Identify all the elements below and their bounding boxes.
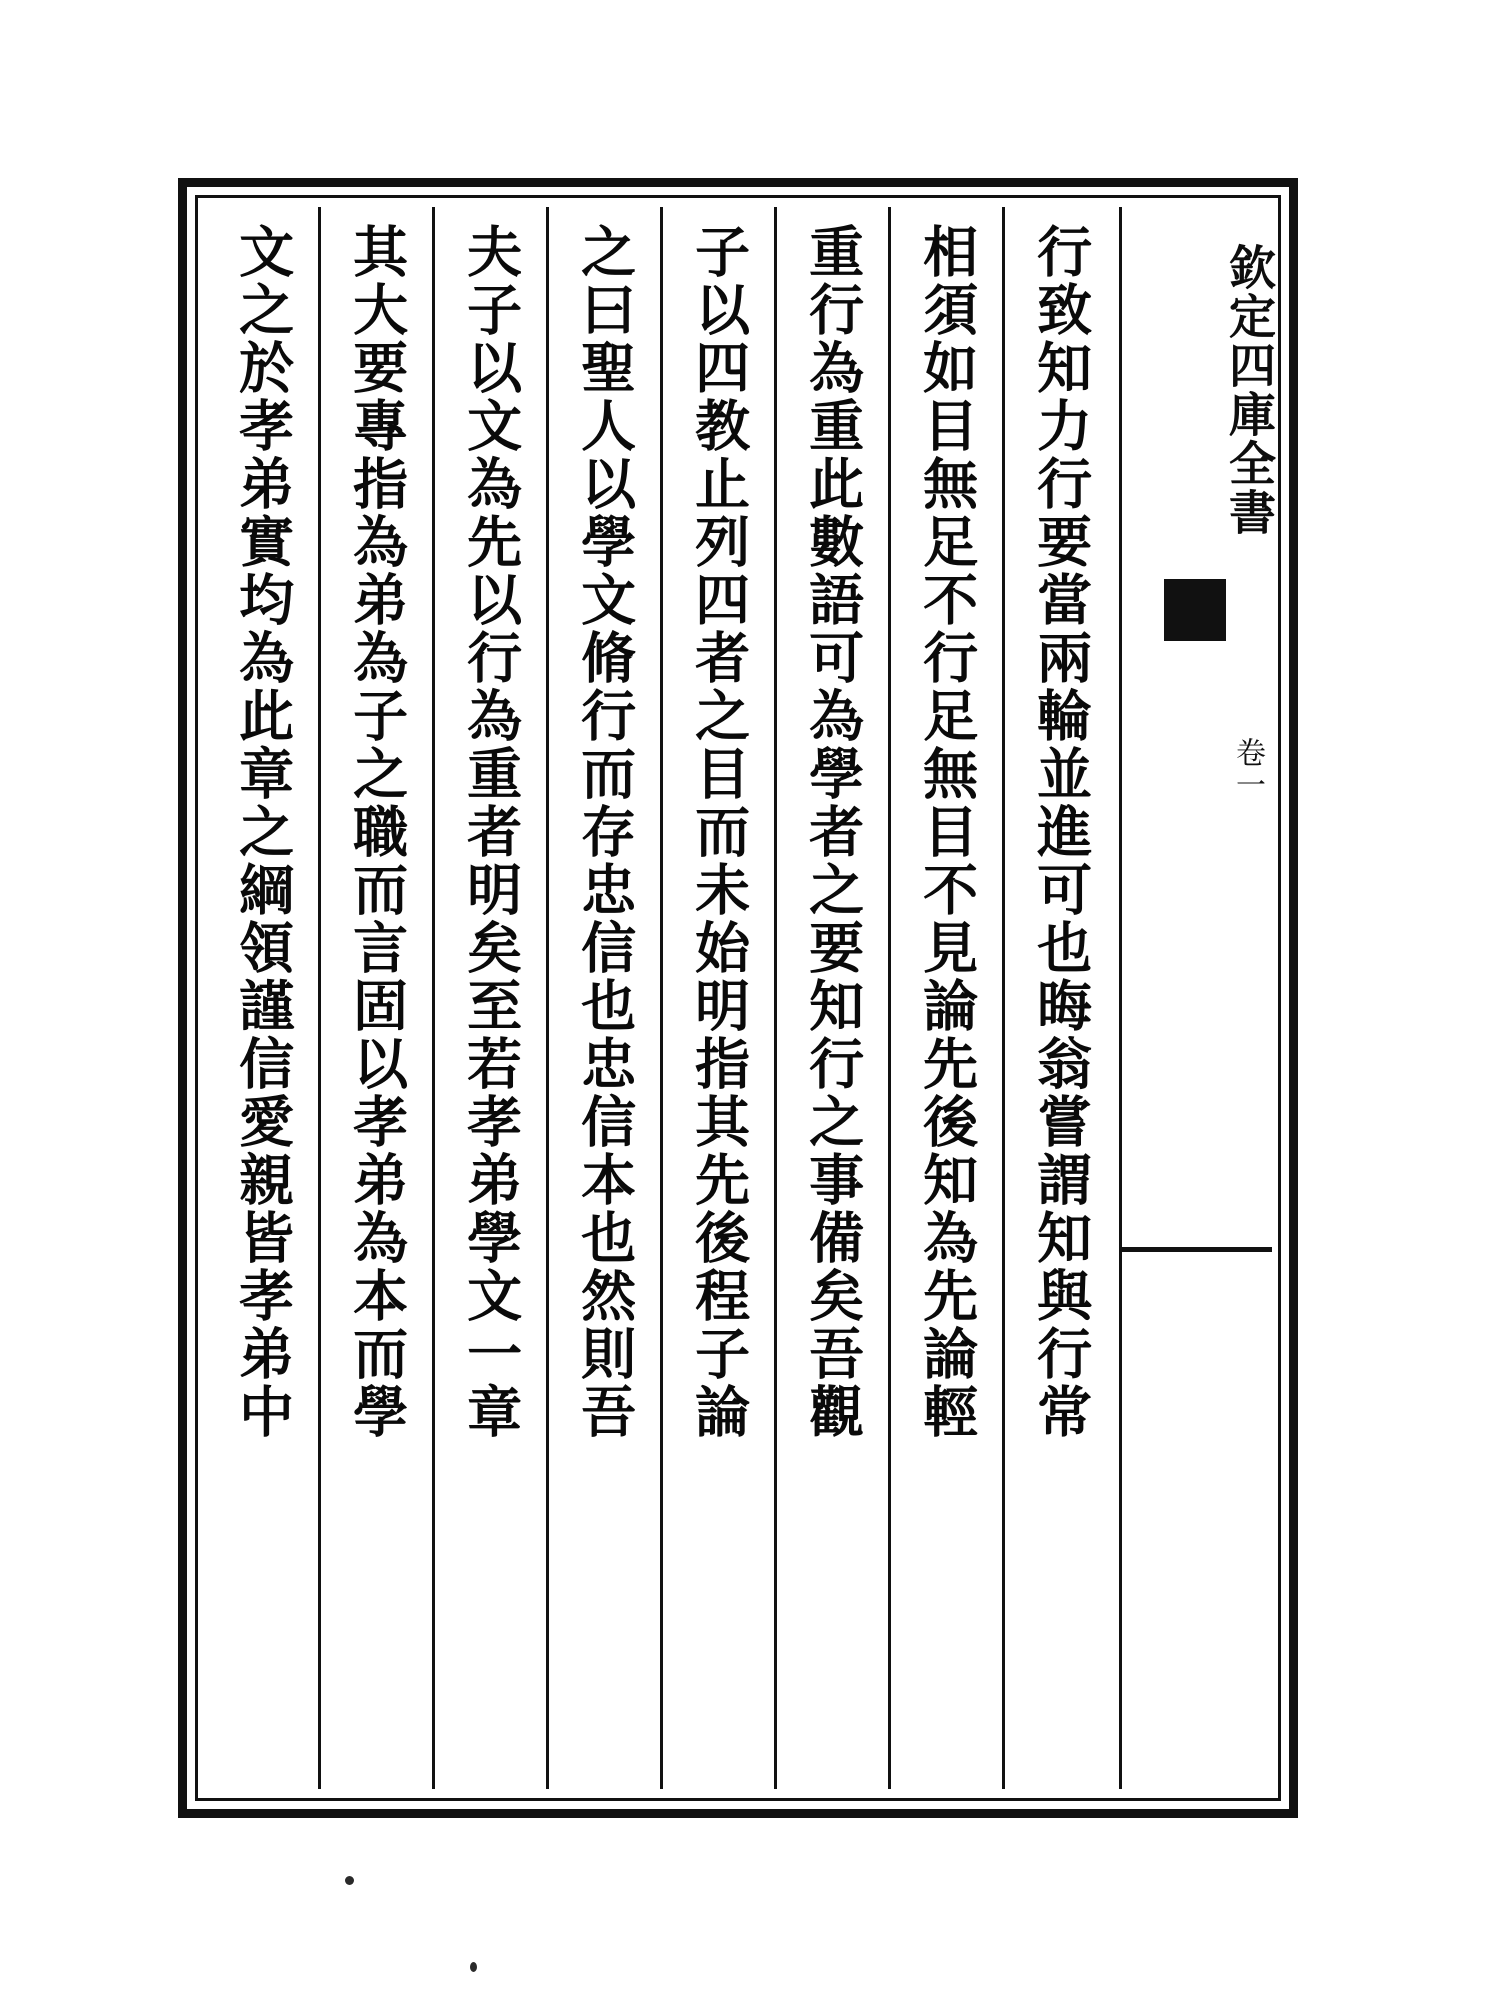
text-column (207, 207, 318, 1789)
column-text: 夫子以文為先以行為重者明矣至若孝弟學文一章 (458, 223, 524, 1441)
column-text: 子以四教止列四者之目而未始明指其先後程子論 (686, 223, 752, 1441)
text-block-frame (178, 178, 1298, 1818)
column-text: 重行為重此數語可為學者之要知行之事備矣吾觀 (800, 223, 866, 1441)
column-text: 相須如目無足不行足無目不見論先後知為先論輕 (914, 223, 980, 1441)
column-text: 文之於孝弟實均為此章之綱領謹信愛親皆孝弟中 (230, 223, 296, 1441)
text-column (774, 207, 888, 1789)
column-text: 之曰聖人以學文脩行而存忠信也忠信本也然則吾 (572, 223, 638, 1441)
text-column (888, 207, 1002, 1789)
edition-title: 欽定四庫全書 (1221, 243, 1276, 537)
text-block-inner-rule (195, 195, 1281, 1801)
ink-speck (470, 1962, 477, 1972)
column-text: 行致知力行要當兩輪並進可也晦翁嘗謂知與行常 (1028, 223, 1094, 1441)
text-column (432, 207, 546, 1789)
block-ink-mark (1164, 579, 1226, 641)
volume-label: 卷一 (1230, 737, 1265, 801)
banxin-header-column (1119, 207, 1276, 1789)
text-column (660, 207, 774, 1789)
text-column (1002, 207, 1116, 1789)
banxin-divider-rule (1122, 1247, 1272, 1252)
text-columns (207, 207, 1116, 1789)
text-column (546, 207, 660, 1789)
column-text: 其大要專指為弟為子之職而言固以孝弟為本而學 (344, 223, 410, 1441)
ink-speck (345, 1876, 354, 1885)
text-column (318, 207, 432, 1789)
